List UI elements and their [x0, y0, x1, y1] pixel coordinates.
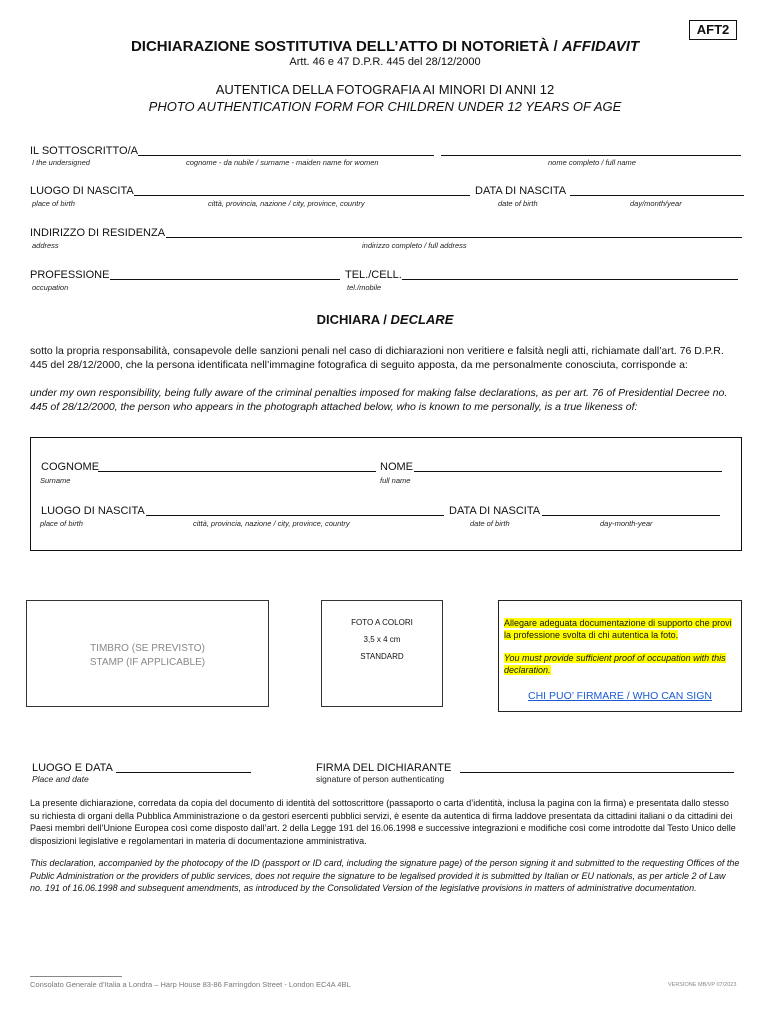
signer-surname-field[interactable] [138, 155, 434, 156]
photo-label-1: FOTO A COLORI [351, 618, 413, 627]
signature-hint: signature of person authenticating [316, 774, 445, 784]
birthdate-hint: date of birth [498, 199, 538, 208]
place-date-label: LUOGO E DATA [32, 762, 113, 774]
birthdate-label: DATA DI NASCITA [475, 185, 567, 197]
law-reference: Artt. 46 e 47 D.P.R. 445 del 28/12/2000 [289, 56, 481, 68]
address-field[interactable] [166, 237, 742, 238]
consulate-address: Consolato Generale d’Italia a Londra – Harp House 83-86 Farringdon Street - London EC4A 4BL [30, 980, 351, 989]
child-name-label: NOME [380, 461, 413, 473]
signature-field[interactable] [460, 772, 734, 773]
signature-label: FIRMA DEL DICHIARANTE [316, 762, 452, 774]
who-can-sign-link[interactable]: CHI PUO’ FIRMARE / WHO CAN SIGN [528, 690, 712, 702]
child-surname-hint: Surname [40, 476, 71, 485]
child-surname-field[interactable] [98, 471, 376, 472]
profession-hint: occupation [32, 283, 69, 292]
birthplace-label: LUOGO DI NASCITA [30, 185, 134, 197]
heading-english: PHOTO AUTHENTICATION FORM FOR CHILDREN UNDER 12 YEARS OF AGE [148, 99, 622, 114]
profession-field[interactable] [110, 279, 340, 280]
phone-hint: tel./mobile [347, 283, 382, 292]
birthdate-field[interactable] [570, 195, 744, 196]
version-code: VERSIONE MB/VP 07/2023 [668, 982, 737, 988]
child-name-field[interactable] [414, 471, 722, 472]
stamp-label-en: STAMP (IF APPLICABLE) [89, 657, 206, 668]
signer-label: IL SOTTOSCRITTO/A [30, 145, 138, 157]
stamp-area [26, 600, 269, 707]
photo-area[interactable] [321, 600, 443, 707]
signer-name-hint: nome completo / full name [548, 158, 636, 167]
child-birthplace-detail-hint: città, provincia, nazione / city, province, country [193, 519, 350, 528]
child-birthdate-format-hint: day-month-year [600, 519, 653, 528]
phone-label: TEL./CELL. [345, 269, 402, 281]
address-hint: address [32, 241, 59, 250]
page-title: DICHIARAZIONE SOSTITUTIVA DELL’ATTO DI NOTORIETÀ / AFFIDAVIT [130, 38, 640, 55]
signer-hint: I the undersigned [32, 158, 90, 167]
birthplace-field[interactable] [134, 195, 470, 196]
phone-field[interactable] [402, 279, 738, 280]
address-label: INDIRIZZO DI RESIDENZA [30, 227, 166, 239]
supporting-documents-note [498, 600, 742, 712]
child-name-hint: full name [380, 476, 411, 485]
note-english: You must provide sufficient proof of occupation with this declaration. [504, 653, 726, 675]
birthplace-hint: place of birth [32, 199, 75, 208]
child-details-box [30, 437, 742, 551]
declaration-italian: sotto la propria responsabilità, consapevole delle sanzioni penali nel caso di dichiarazioni non veritiere e falsità negli atti, richiamate dall’art. 76 D.P.R. 445 del 28/12/2000, che la persona identificata nell’immagine fotografica di seguito apposta, da me personalmente conosciuta, corrisponde a: [30, 345, 724, 371]
profession-label: PROFESSIONE [30, 269, 110, 281]
child-birthplace-hint: place of birth [40, 519, 83, 528]
child-birthdate-label: DATA DI NASCITA [449, 505, 541, 517]
footer-english: This declaration, accompanied by the photocopy of the ID (passport or ID card, including the signature page) of the person signing it and submitted to the requesting Offices of the Public Administration or the providers of public services, does not require the signature to be legalised provided it is submitted by Italian or EU nationals, as per article 2 of Law no. 191 of 16.06.1998 and subsequent amendments, as introduced by the Consolidated Version of the legislative provisions in matters of administrative documentation. [30, 858, 740, 893]
signer-surname-hint: cognome - da nubile / surname - maiden name for women [186, 158, 379, 167]
heading-italian: AUTENTICA DELLA FOTOGRAFIA AI MINORI DI ANNI 12 [215, 82, 555, 97]
footer-italian: La presente dichiarazione, corredata da copia del documento di identità del sottoscrittore (passaporto o carta d’identità, inclusa la pagina con la firma) e presentata dallo stesso su richiesta di organi della Pubblica Amministrazione o da gestori esercenti pubblici servizi, è esente da autentica di firma laddove presentata da cittadini italiani o da cittadini dei Paesi membri dell’Unione Europea così come disposto dall’art. 2 della Legge 191 del 16.06.1998 e successive integrazioni e modifiche così come introdotte dal Testo Unico delle disposizioni legislative e regolamentari in materia di documentazione amministrativa. [30, 798, 736, 846]
birthplace-detail-hint: città, provincia, nazione / city, province, country [208, 199, 365, 208]
child-birthdate-hint: date of birth [470, 519, 510, 528]
child-birthplace-label: LUOGO DI NASCITA [41, 505, 145, 517]
photo-label-2: 3,5 x 4 cm [363, 635, 401, 644]
child-surname-label: COGNOME [41, 461, 100, 473]
place-date-hint: Place and date [32, 774, 89, 784]
child-birthplace-field[interactable] [146, 515, 444, 516]
declaration-english: under my own responsibility, being fully aware of the criminal penalties imposed for making false declarations, as per art. 76 of Presidential Decree no. 445 of 28/12/2000, the person who appears in the photograph attached below, who is known to me personally, is a true likeness of: [30, 387, 728, 413]
form-code-badge: AFT2 [689, 20, 737, 40]
place-date-field[interactable] [116, 772, 251, 773]
note-italian: Allegare adeguata documentazione di supporto che provi la professione svolta di chi autentica la foto. [504, 618, 732, 640]
declare-heading: DICHIARA / DECLARE [316, 312, 454, 327]
footer-divider [30, 976, 122, 977]
child-birthdate-field[interactable] [542, 515, 720, 516]
address-detail-hint: indirizzo completo / full address [362, 241, 467, 250]
stamp-label-it: TIMBRO (SE PREVISTO) [90, 643, 205, 654]
photo-label-3: STANDARD [360, 652, 404, 661]
signer-name-field[interactable] [441, 155, 741, 156]
birthdate-format-hint: day/month/year [630, 199, 682, 208]
